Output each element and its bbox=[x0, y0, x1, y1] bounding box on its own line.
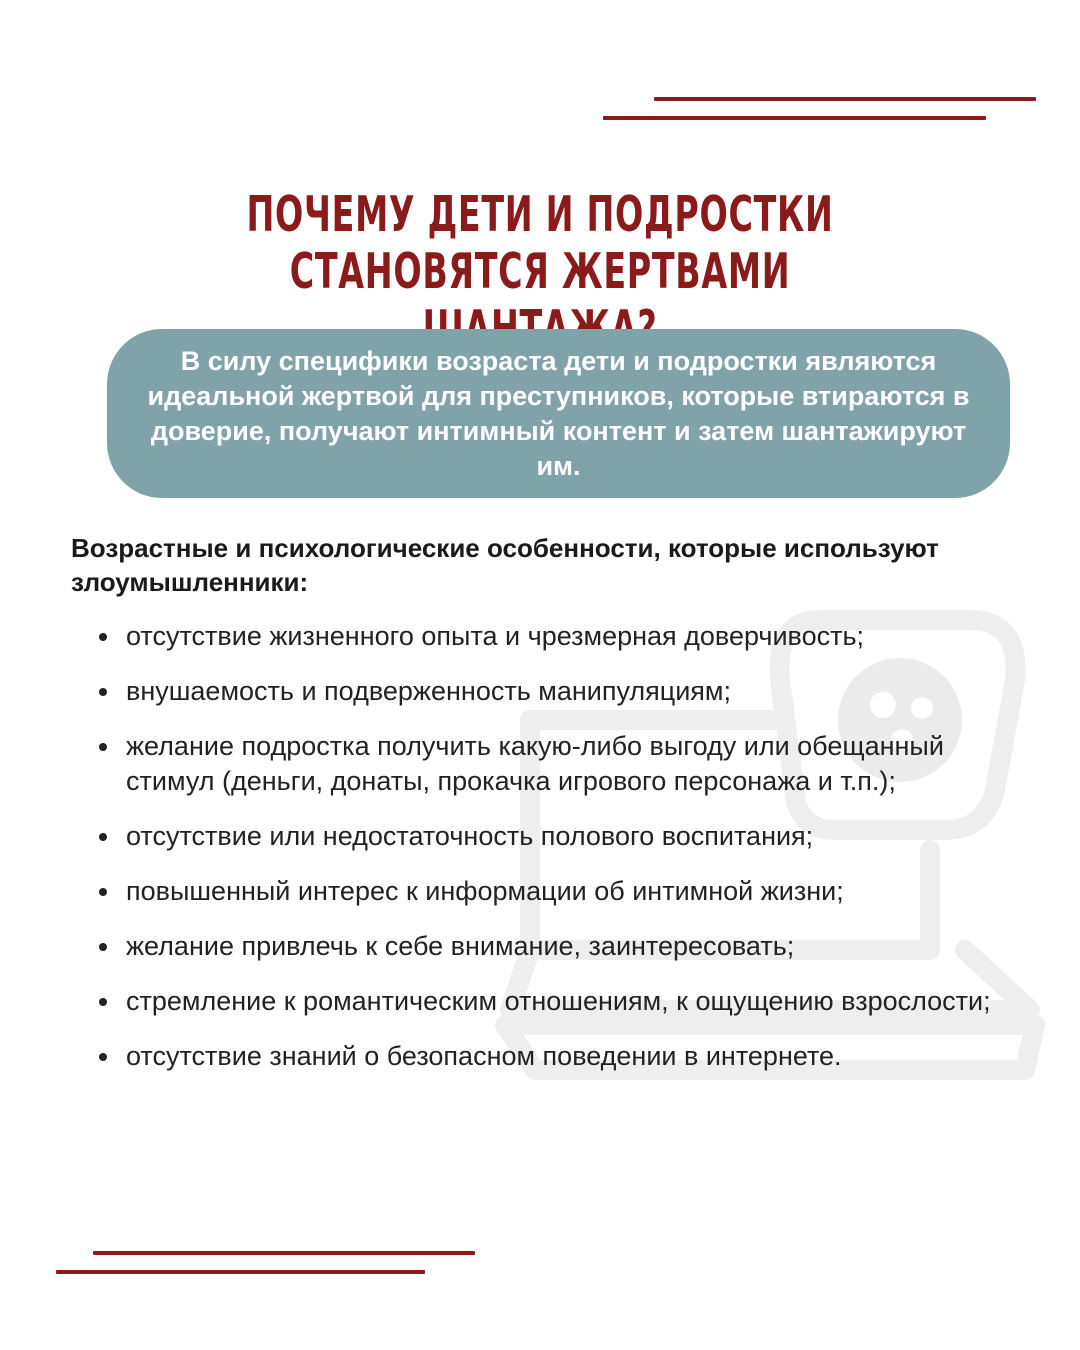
intro-callout bbox=[107, 329, 1010, 498]
list-item: отсутствие или недостаточность полового воспитания; bbox=[99, 819, 999, 854]
list-item: внушаемость и подверженность манипуляциям; bbox=[99, 674, 999, 709]
title-line-1: ПОЧЕМУ ДЕТИ И ПОДРОСТКИ bbox=[246, 186, 834, 243]
list-item: отсутствие жизненного опыта и чрезмерная доверчивость; bbox=[99, 619, 999, 654]
callout-text: В силу специфики возраста дети и подростки являются идеальной жертвой для преступников, которые втираются в доверие, получают интимный контент и затем шантажируют им. bbox=[147, 345, 970, 481]
list-item: желание привлечь к себе внимание, заинтересовать; bbox=[99, 929, 999, 964]
bullet-icon bbox=[99, 943, 107, 951]
bullet-icon bbox=[99, 633, 107, 641]
decorative-line-top bbox=[654, 97, 1036, 101]
features-heading: Возрастные и психологические особенности, которые используют злоумышленники: bbox=[71, 533, 939, 597]
list-item: желание подростка получить какую-либо выгоду или обещанный стимул (деньги, донаты, прокачка игрового персонажа и т.п.); bbox=[99, 729, 999, 799]
decorative-line-bottom bbox=[56, 1270, 425, 1274]
list-item: стремление к романтическим отношениям, к ощущению взрослости; bbox=[99, 984, 999, 1019]
bullet-icon bbox=[99, 743, 107, 751]
bullet-icon bbox=[99, 1053, 107, 1061]
features-list bbox=[99, 619, 999, 1094]
title-line-2: СТАНОВЯТСЯ ЖЕРТВАМИ bbox=[289, 243, 791, 300]
bullet-icon bbox=[99, 888, 107, 896]
list-item: повышенный интерес к информации об интимной жизни; bbox=[99, 874, 999, 909]
decorative-line-bottom bbox=[93, 1251, 475, 1255]
decorative-line-top bbox=[603, 116, 986, 120]
bullet-icon bbox=[99, 833, 107, 841]
bullet-icon bbox=[99, 688, 107, 696]
list-item: отсутствие знаний о безопасном поведении в интернете. bbox=[99, 1039, 999, 1074]
bullet-icon bbox=[99, 998, 107, 1006]
